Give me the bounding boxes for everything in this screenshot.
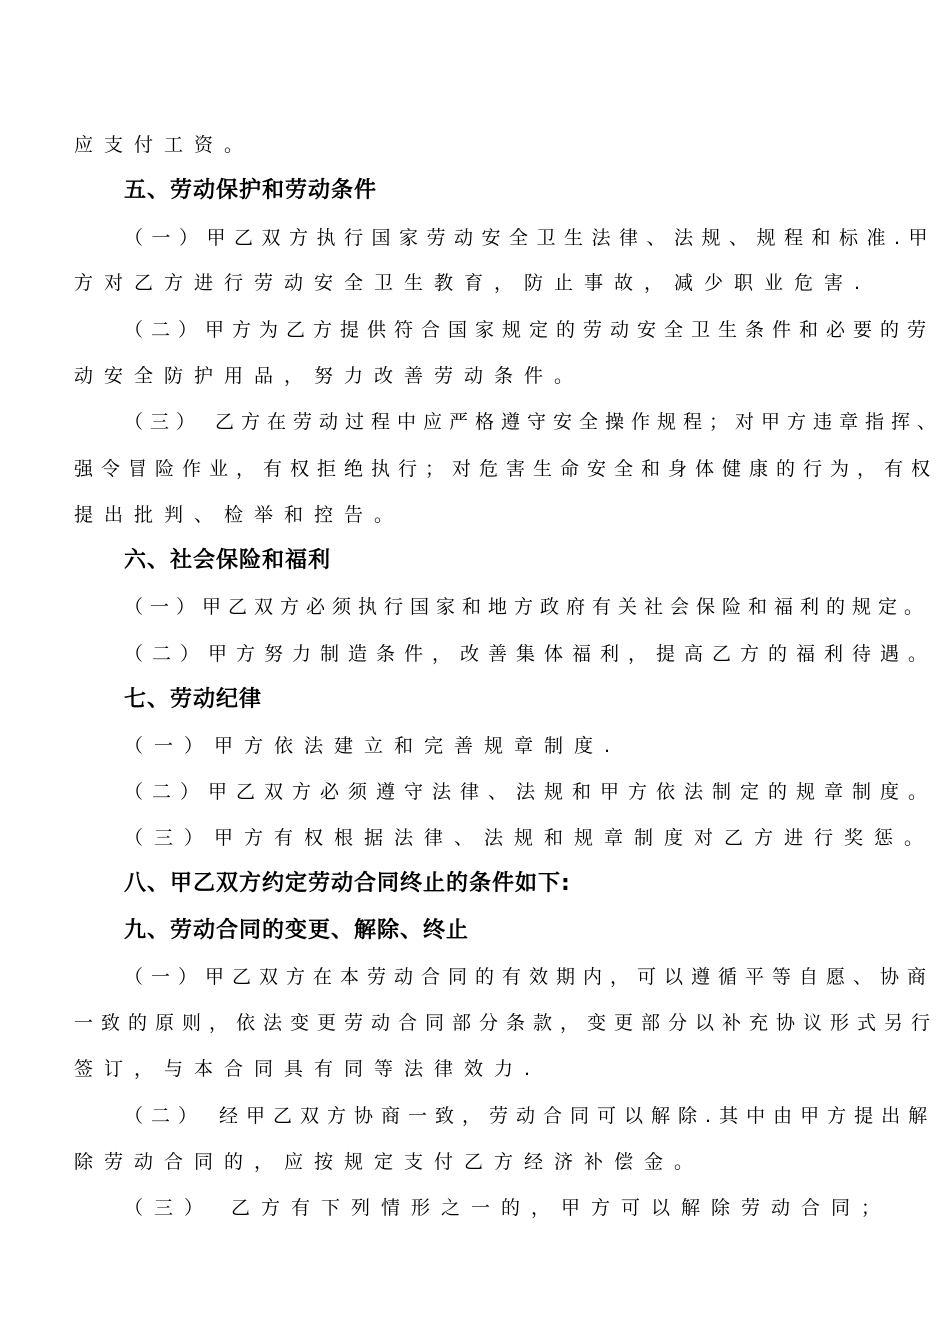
section-heading: 七、劳动纪律 [124,687,263,712]
paragraph-line: （二）甲方努力制造条件，改善集体福利，提高乙方的福利待遇。 [124,643,937,665]
paragraph-line: （二）甲方为乙方提供符合国家规定的劳动安全卫生条件和必要的劳 [124,319,935,341]
paragraph-line: （三） 乙方有下列情形之一的，甲方可以解除劳动合同； [124,1197,892,1219]
paragraph-line: （一）甲乙双方必须执行国家和地方政府有关社会保险和福利的规定。 [124,596,931,618]
paragraph-line: 一致的原则，依法变更劳动合同部分条款，变更部分以补充协议形式另行 [74,1012,939,1034]
paragraph-line: （三） 乙方在劳动过程中应严格遵守安全操作规程；对甲方违章指挥、 [124,411,944,433]
paragraph-line: 应支付工资。 [74,134,255,156]
section-heading: 八、甲乙双方约定劳动合同终止的条件如下: [124,871,571,896]
section-heading: 九、劳动合同的变更、解除、终止 [124,918,470,943]
paragraph-line: 方对乙方进行劳动安全卫生教育，防止事故，减少职业危害. [74,272,872,294]
paragraph-line: 除劳动合同的，应按规定支付乙方经济补偿金。 [74,1151,705,1173]
paragraph-line: （二）甲乙双方必须遵守法律、法规和甲方依法制定的规章制度。 [124,781,937,803]
paragraph-line: （三）甲方有权根据法律、法规和规章制度对乙方进行奖惩。 [124,827,935,849]
paragraph-line: （一）甲乙双方执行国家劳动安全卫生法律、法规、规程和标准.甲 [124,227,937,249]
paragraph-line: （一）甲方依法建立和完善规章制度. [124,735,622,757]
paragraph-line: （一）甲乙双方在本劳动合同的有效期内，可以遵循平等自愿、协商 [124,966,935,988]
paragraph-line: 签订，与本合同具有同等法律效力. [74,1058,542,1080]
paragraph-line: 动安全防护用品，努力改善劳动条件。 [74,365,585,387]
section-heading: 五、劳动保护和劳动条件 [124,178,378,203]
section-heading: 六、社会保险和福利 [124,548,332,573]
paragraph-line: 强令冒险作业，有权拒绝执行；对危害生命安全和身体健康的行为，有权 [74,458,939,480]
paragraph-line: （二） 经甲乙双方协商一致，劳动合同可以解除.其中由甲方提出解 [124,1105,936,1127]
paragraph-line: 提出批判、检举和控告。 [74,504,405,526]
